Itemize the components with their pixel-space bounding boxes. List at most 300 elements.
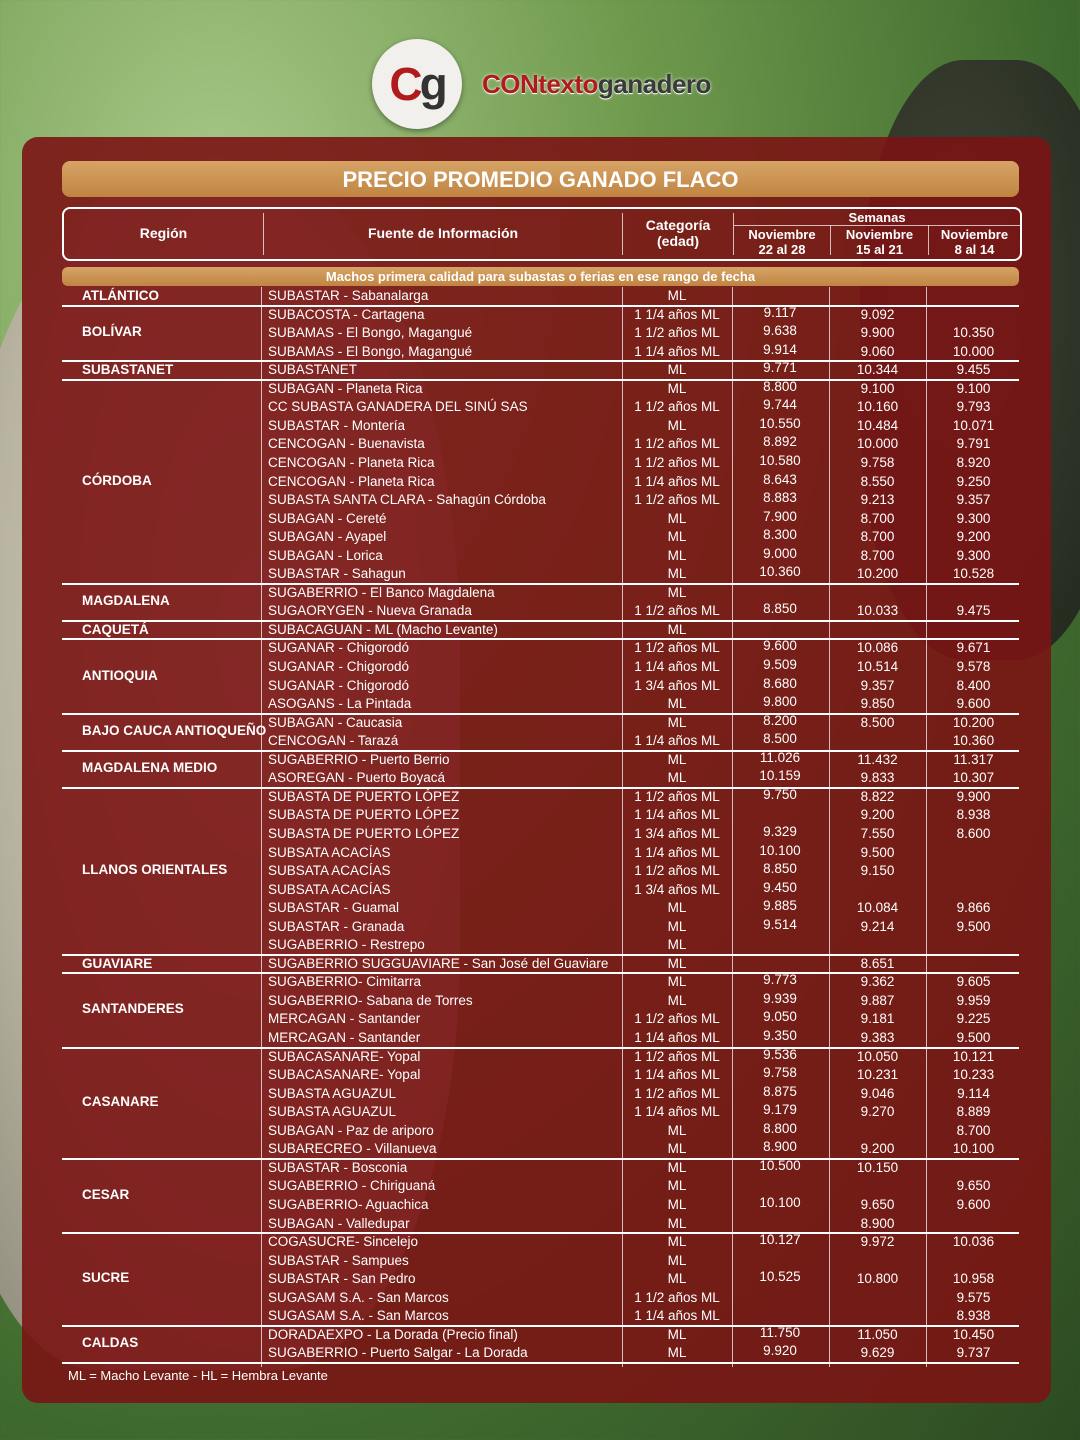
region-label: CESAR: [82, 1186, 130, 1202]
cell-category: ML: [667, 714, 687, 730]
cell-week-1: 9.800: [763, 694, 797, 710]
cell-category: ML: [667, 1122, 687, 1138]
cell-week-3: 9.600: [956, 696, 991, 712]
cell-source: SUGANAR - Chigorodó: [268, 659, 410, 674]
cell-category: ML: [667, 1159, 687, 1175]
cell-source: CENCOGAN - Buenavista: [268, 436, 425, 452]
table-row: [62, 1010, 1019, 1028]
cell-week-3: 9.575: [956, 1289, 991, 1305]
cell-category: ML: [667, 510, 687, 526]
cell-source: DORADAEXPO - La Dorada (Precio final): [268, 1326, 518, 1342]
cell-category: 1 1/4 años ML: [634, 844, 720, 860]
cell-source: SUBARECREO - Villanueva: [268, 1141, 437, 1157]
table-row: [62, 565, 1019, 583]
region-label: CALDAS: [82, 1335, 139, 1351]
logo-mark: [372, 39, 462, 129]
cell-week-2: 10.800: [856, 1271, 899, 1287]
table-row: [62, 955, 1019, 973]
brand-name-part2: ganadero: [597, 68, 711, 99]
table-row: [62, 899, 1019, 917]
cell-week-3: 10.350: [952, 325, 995, 341]
table-row: [62, 602, 1019, 620]
cell-category: ML: [667, 1345, 687, 1361]
cell-source: CENCOGAN - Tarazá: [268, 733, 399, 749]
cell-week-3: 8.700: [956, 1122, 991, 1138]
region-label: CASANARE: [82, 1094, 159, 1110]
cell-week-2: 9.214: [860, 918, 895, 934]
cell-source: SUGASAM S.A. - San Marcos: [268, 1308, 449, 1324]
region-label: CÓRDOBA: [82, 472, 152, 488]
cell-source: SUBASTAR - Sabanalarga: [268, 288, 429, 303]
header-source: Fuente de Información: [367, 225, 519, 241]
cell-week-1: 10.525: [759, 1269, 801, 1285]
cell-week-1: 8.300: [763, 527, 797, 543]
cell-week-3: 10.450: [952, 1326, 995, 1342]
cell-source: SUBASTA AGUAZUL: [268, 1104, 397, 1120]
cell-week-2: 8.700: [860, 510, 895, 526]
header-weeks-divider: [734, 225, 1020, 226]
cell-week-2: 9.060: [860, 343, 895, 359]
cell-source: SUGASAM S.A. - San Marcos: [268, 1289, 449, 1305]
footnote: ML = Macho Levante - HL = Hembra Levante: [68, 1368, 328, 1383]
cell-category: 1 1/4 años ML: [634, 1067, 720, 1083]
table-row: [62, 806, 1019, 824]
cell-category: ML: [667, 288, 687, 303]
cell-week-2: 8.822: [860, 788, 895, 804]
cell-week-3: 10.121: [952, 1048, 995, 1064]
cell-week-1: 9.750: [763, 786, 797, 802]
cell-week-1: 9.514: [763, 916, 797, 932]
table-row: [62, 417, 1019, 435]
region-label: BOLÍVAR: [82, 324, 142, 340]
brand-name: [482, 69, 711, 100]
table-row: [62, 510, 1019, 528]
cell-week-2: 9.850: [860, 696, 895, 712]
table-row: [62, 454, 1019, 472]
cell-category: 1 1/2 años ML: [634, 788, 720, 804]
cell-source: SUBACOSTA - Cartagena: [268, 306, 425, 322]
cell-week-1: 9.885: [763, 898, 797, 914]
cell-source: SUBACASANARE- Yopal: [268, 1048, 421, 1064]
section-title: Machos primera calidad para subastas o ferias en ese rango de fecha: [62, 267, 1019, 286]
cell-week-1: 9.744: [763, 397, 797, 413]
cell-week-1: 9.758: [763, 1065, 797, 1081]
cell-category: ML: [667, 584, 687, 600]
table-row: [62, 844, 1019, 862]
cell-category: 1 1/4 años ML: [634, 306, 720, 322]
cell-week-2: 7.550: [860, 825, 895, 841]
cell-source: ASOGANS - La Pintada: [268, 696, 412, 712]
cell-category: ML: [667, 974, 687, 990]
cell-source: SUBASTAR - Guamal: [268, 900, 400, 916]
cell-week-1: 11.750: [759, 1324, 801, 1340]
cell-week-3: 8.889: [956, 1104, 991, 1120]
table-row: [62, 435, 1019, 453]
cell-category: 1 1/2 años ML: [634, 1011, 720, 1027]
header-category-line1: Categoría: [645, 217, 711, 233]
table-row: [62, 1122, 1019, 1140]
cell-week-1: 8.800: [763, 1120, 797, 1136]
cell-week-3: 8.938: [956, 1308, 991, 1324]
cell-source: SUBASTAR - Sahagun: [268, 566, 406, 582]
region-label: MAGDALENA: [82, 593, 170, 609]
cell-week-2: 10.514: [856, 659, 899, 674]
cell-source: SUGABERRIO - El Banco Magdalena: [268, 584, 495, 600]
cell-week-2: 9.362: [860, 974, 895, 990]
cell-week-2: 9.383: [860, 1030, 895, 1045]
cell-source: SUBASTAR - San Pedro: [268, 1271, 416, 1287]
cell-category: 1 1/2 años ML: [634, 640, 720, 656]
cell-week-3: 9.866: [956, 900, 991, 916]
cell-week-3: 8.920: [956, 454, 991, 470]
cell-week-3: 9.357: [956, 492, 991, 508]
table-row: [62, 1270, 1019, 1288]
cell-week-3: 9.791: [956, 436, 991, 452]
table-row: [62, 1159, 1019, 1177]
cell-source: SUGABERRIO- Cimitarra: [268, 974, 422, 990]
cell-week-1: 10.500: [759, 1157, 801, 1173]
cell-week-1: 8.800: [763, 378, 797, 394]
cell-source: MERCAGAN - Santander: [268, 1011, 421, 1027]
cell-source: SUBASTA DE PUERTO LÓPEZ: [268, 807, 460, 823]
cell-category: ML: [667, 918, 687, 934]
cell-week-1: 7.900: [763, 508, 797, 524]
cell-source: SUBASTAR - Bosconia: [268, 1159, 408, 1175]
table-row: [62, 1196, 1019, 1214]
cell-week-3: 8.400: [956, 677, 991, 693]
cell-week-1: 9.939: [763, 990, 797, 1006]
cell-source: SUBAGAN - Caucasia: [268, 714, 403, 730]
cell-week-2: 10.033: [856, 603, 899, 619]
cell-source: ASOREGAN - Puerto Boyacá: [268, 770, 446, 786]
cell-source: SUBAGAN - Ayapel: [268, 529, 387, 545]
cell-week-1: 8.500: [763, 731, 797, 747]
cell-week-2: 9.629: [860, 1345, 895, 1361]
cell-category: 1 1/2 años ML: [634, 603, 720, 619]
cell-week-3: 9.650: [956, 1178, 991, 1194]
cell-category: ML: [667, 529, 687, 545]
cell-category: ML: [667, 1196, 687, 1212]
cell-week-1: 8.850: [763, 601, 797, 617]
cell-source: SUGABERRIO - Chiriguaná: [268, 1178, 436, 1194]
cell-source: SUBAGAN - Planeta Rica: [268, 380, 423, 396]
cell-week-3: 10.000: [952, 343, 995, 359]
cell-source: SUGABERRIO - Puerto Berrio: [268, 751, 450, 767]
cell-week-2: 10.050: [856, 1048, 899, 1064]
cell-source: CENCOGAN - Planeta Rica: [268, 473, 435, 489]
cell-category: ML: [667, 770, 687, 786]
cell-category: ML: [667, 751, 687, 767]
cell-week-3: 9.600: [956, 1196, 991, 1212]
brand-logo: [372, 38, 711, 130]
cell-week-3: 10.958: [952, 1271, 995, 1287]
cell-week-2: 9.150: [860, 863, 895, 879]
cell-source: CENCOGAN - Planeta Rica: [268, 454, 435, 470]
cell-source: SUBSATA ACACÍAS: [268, 881, 391, 897]
cell-week-1: 9.771: [763, 360, 797, 376]
cell-source: SUBACAGUAN - ML (Macho Levante): [268, 621, 498, 637]
cell-week-1: 9.509: [763, 657, 797, 672]
brand-name-part1: CONtexto: [482, 68, 598, 99]
table-header: [62, 207, 1022, 261]
cell-week-1: 11.026: [759, 749, 801, 765]
cell-week-1: 9.536: [763, 1046, 797, 1062]
cell-week-3: 9.475: [956, 603, 991, 619]
cell-week-2: 9.270: [860, 1104, 895, 1120]
cell-category: 1 1/4 años ML: [634, 659, 720, 674]
cell-category: ML: [667, 362, 687, 378]
cell-week-2: 9.092: [860, 306, 895, 322]
cell-week-3: 9.959: [956, 992, 991, 1008]
cell-source: SUBASTAR - Granada: [268, 918, 405, 934]
cell-week-3: 9.300: [956, 510, 991, 526]
cell-week-2: 10.200: [856, 566, 899, 582]
cell-source: SUGANAR - Chigorodó: [268, 677, 410, 693]
table-row: [62, 825, 1019, 843]
cell-source: SUGAORYGEN - Nueva Granada: [268, 603, 472, 619]
cell-week-2: 10.160: [856, 399, 899, 415]
cell-week-3: 9.250: [956, 473, 991, 489]
table-row: [62, 1085, 1019, 1103]
cell-week-1: 8.892: [763, 434, 797, 450]
cell-week-1: 8.875: [763, 1083, 797, 1099]
cell-category: 1 1/2 años ML: [634, 454, 720, 470]
cell-week-1: 9.000: [763, 545, 797, 561]
table-row: [62, 788, 1019, 806]
table-row: [62, 1326, 1019, 1344]
cell-source: SUBAGAN - Valledupar: [268, 1215, 410, 1231]
table-row: [62, 1177, 1019, 1195]
cell-week-3: 9.793: [956, 399, 991, 415]
cell-week-3: 10.233: [952, 1067, 995, 1083]
cell-week-2: 10.150: [856, 1159, 899, 1175]
cell-category: 1 1/2 años ML: [634, 1289, 720, 1305]
cell-week-1: 8.850: [763, 861, 797, 877]
cell-week-1: 9.920: [763, 1343, 797, 1359]
cell-week-2: 10.084: [856, 900, 899, 916]
logo-mark-g: g: [419, 58, 445, 110]
cell-week-1: 8.900: [763, 1139, 797, 1155]
cell-week-2: 9.200: [860, 807, 895, 823]
cell-week-3: 8.938: [956, 807, 991, 823]
group-separator: [62, 1362, 1019, 1364]
table-row: [62, 584, 1019, 602]
cell-week-2: 11.432: [857, 751, 898, 767]
cell-category: ML: [667, 696, 687, 712]
cell-week-3: 9.100: [956, 380, 991, 396]
cell-week-3: 9.455: [956, 362, 991, 378]
header-week-3: [929, 227, 1020, 257]
cell-category: ML: [667, 547, 687, 563]
header-week-2-range: 15 al 21: [856, 242, 903, 257]
header-week-1-month: Noviembre: [748, 227, 816, 242]
cell-week-3: 10.360: [952, 733, 995, 749]
cell-category: 1 1/4 años ML: [634, 343, 720, 359]
cell-category: 1 1/4 años ML: [634, 1030, 720, 1045]
cell-category: 1 1/2 años ML: [634, 436, 720, 452]
cell-category: 1 1/2 años ML: [634, 325, 720, 341]
table-row: [62, 1307, 1019, 1325]
table-row: [62, 621, 1019, 639]
cell-week-2: 8.900: [860, 1215, 895, 1231]
cell-source: SUGABERRIO- Sabana de Torres: [268, 992, 473, 1008]
cell-category: ML: [667, 1271, 687, 1287]
table-row: [62, 398, 1019, 416]
cell-week-2: 9.200: [860, 1141, 895, 1157]
cell-source: MERCAGAN - Santander: [268, 1030, 421, 1045]
cell-week-1: 9.350: [763, 1028, 797, 1043]
cell-category: ML: [667, 380, 687, 396]
cell-week-1: 9.773: [763, 972, 797, 988]
header-week-2: [831, 227, 928, 257]
cell-category: ML: [667, 900, 687, 916]
cell-category: ML: [667, 1234, 687, 1250]
cell-week-2: 10.484: [856, 417, 899, 433]
cell-week-2: 9.833: [860, 770, 895, 786]
cell-week-2: 9.650: [860, 1196, 895, 1212]
cell-week-2: 10.086: [856, 640, 899, 656]
cell-week-1: 9.914: [763, 341, 797, 357]
table-row: [62, 1344, 1019, 1362]
cell-week-3: 10.200: [952, 714, 995, 730]
cell-week-2: 9.181: [860, 1011, 895, 1027]
table-row: [62, 491, 1019, 509]
table-row: [62, 695, 1019, 713]
table-row: [62, 1066, 1019, 1084]
cell-category: ML: [667, 992, 687, 1008]
cell-week-2: 9.100: [860, 380, 895, 396]
region-label: CAQUETÁ: [82, 621, 149, 637]
region-label: SANTANDERES: [82, 1001, 184, 1017]
cell-source: SUBAGAN - Paz de ariporo: [268, 1122, 434, 1138]
table-row: [62, 1029, 1019, 1047]
header-category: [623, 217, 733, 249]
cell-week-2: 9.357: [860, 677, 895, 693]
cell-source: SUGABERRIO SUGGUAVIARE - San José del Guaviare: [268, 955, 609, 971]
header-region: Región: [139, 225, 188, 241]
cell-week-1: 9.450: [763, 879, 797, 895]
cell-week-2: 9.972: [860, 1234, 895, 1250]
cell-category: ML: [667, 1141, 687, 1157]
table-row: [62, 343, 1019, 361]
region-label: BAJO CAUCA ANTIOQUEÑO: [82, 723, 267, 739]
table-row: [62, 306, 1019, 324]
cell-category: 1 1/2 años ML: [634, 492, 720, 508]
header-category-line2: (edad): [657, 233, 699, 249]
cell-week-1: 9.638: [763, 323, 797, 339]
cell-week-3: 9.300: [956, 547, 991, 563]
cell-week-3: 10.071: [952, 417, 995, 433]
cell-category: ML: [667, 1326, 687, 1342]
cell-source: SUBAGAN - Lorica: [268, 547, 383, 563]
table-row: [62, 918, 1019, 936]
cell-week-3: 9.500: [956, 1030, 991, 1045]
header-week-3-range: 8 al 14: [954, 242, 995, 257]
cell-source: SUBASTAR - Sampues: [268, 1252, 409, 1268]
page-title: PRECIO PROMEDIO GANADO FLACO: [62, 161, 1019, 197]
cell-source: SUGABERRIO - Puerto Salgar - La Dorada: [268, 1345, 528, 1361]
cell-category: ML: [667, 1215, 687, 1231]
cell-week-1: 10.127: [759, 1232, 801, 1248]
header-week-1: [734, 227, 830, 257]
cell-week-1: 10.550: [759, 415, 801, 431]
table-row: [62, 528, 1019, 546]
cell-week-2: 9.046: [860, 1085, 895, 1101]
cell-week-1: 9.600: [763, 638, 797, 654]
cell-week-3: 9.605: [956, 974, 991, 990]
cell-week-1: 10.580: [759, 452, 801, 468]
cell-week-3: 10.036: [952, 1234, 995, 1250]
cell-week-2: 8.550: [860, 473, 895, 489]
cell-category: 1 1/4 años ML: [634, 1308, 720, 1324]
cell-source: SUBASTA DE PUERTO LÓPEZ: [268, 788, 460, 804]
cell-week-1: 8.643: [763, 471, 797, 487]
cell-category: ML: [667, 621, 687, 637]
cell-week-3: 9.500: [956, 918, 991, 934]
table-row: [62, 881, 1019, 899]
cell-category: 1 1/2 años ML: [634, 863, 720, 879]
cell-week-2: 10.231: [856, 1067, 899, 1083]
cell-category: 1 3/4 años ML: [634, 881, 720, 897]
cell-category: ML: [667, 955, 687, 971]
region-label: ATLÁNTICO: [82, 288, 159, 303]
header-week-1-range: 22 al 28: [758, 242, 806, 257]
cell-source: SUBACASANARE- Yopal: [268, 1067, 421, 1083]
cell-week-3: 9.225: [956, 1011, 991, 1027]
table-row: [62, 992, 1019, 1010]
cell-source: SUBSATA ACACÍAS: [268, 844, 391, 860]
table-row: [62, 1289, 1019, 1307]
cell-week-3: 9.900: [956, 788, 991, 804]
cell-source: COGASUCRE- Sincelejo: [268, 1234, 419, 1250]
cell-category: ML: [667, 417, 687, 433]
cell-category: ML: [667, 1178, 687, 1194]
table-row: [62, 547, 1019, 565]
cell-category: 1 1/4 años ML: [634, 733, 720, 749]
cell-week-2: 8.500: [860, 714, 895, 730]
table-row: [62, 1252, 1019, 1270]
cell-category: ML: [667, 1252, 687, 1268]
cell-week-1: 9.117: [763, 304, 797, 320]
table-row: [62, 380, 1019, 398]
region-label: MAGDALENA MEDIO: [82, 760, 218, 776]
cell-source: SUBASTA DE PUERTO LÓPEZ: [268, 825, 460, 841]
region-label: SUBASTANET: [82, 362, 174, 378]
region-label: GUAVIARE: [82, 955, 153, 971]
cell-category: 1 1/2 años ML: [634, 399, 720, 415]
table-row: [62, 1048, 1019, 1066]
cell-week-1: 10.100: [759, 1194, 801, 1210]
cell-source: CC SUBASTA GANADERA DEL SINÚ SAS: [268, 399, 528, 415]
cell-source: SUGANAR - Chigorodó: [268, 640, 410, 656]
cell-category: 1 1/4 años ML: [634, 807, 720, 823]
table-row: [62, 324, 1019, 342]
cell-source: SUBAMAS - El Bongo, Magangué: [268, 325, 473, 341]
cell-source: SUBAMAS - El Bongo, Magangué: [268, 343, 473, 359]
cell-week-3: 9.578: [956, 659, 991, 674]
cell-week-2: 8.651: [860, 955, 895, 971]
header-weeks: Semanas: [848, 210, 906, 225]
cell-week-2: 10.344: [856, 362, 899, 378]
cell-source: SUGABERRIO- Aguachica: [268, 1196, 429, 1212]
cell-week-1: 10.159: [759, 768, 801, 784]
cell-week-2: 8.700: [860, 547, 895, 563]
cell-week-1: 8.680: [763, 675, 797, 691]
cell-category: 1 3/4 años ML: [634, 825, 720, 841]
cell-week-2: 9.900: [860, 325, 895, 341]
cell-week-3: 9.737: [956, 1345, 991, 1361]
cell-week-3: 10.528: [952, 566, 995, 582]
